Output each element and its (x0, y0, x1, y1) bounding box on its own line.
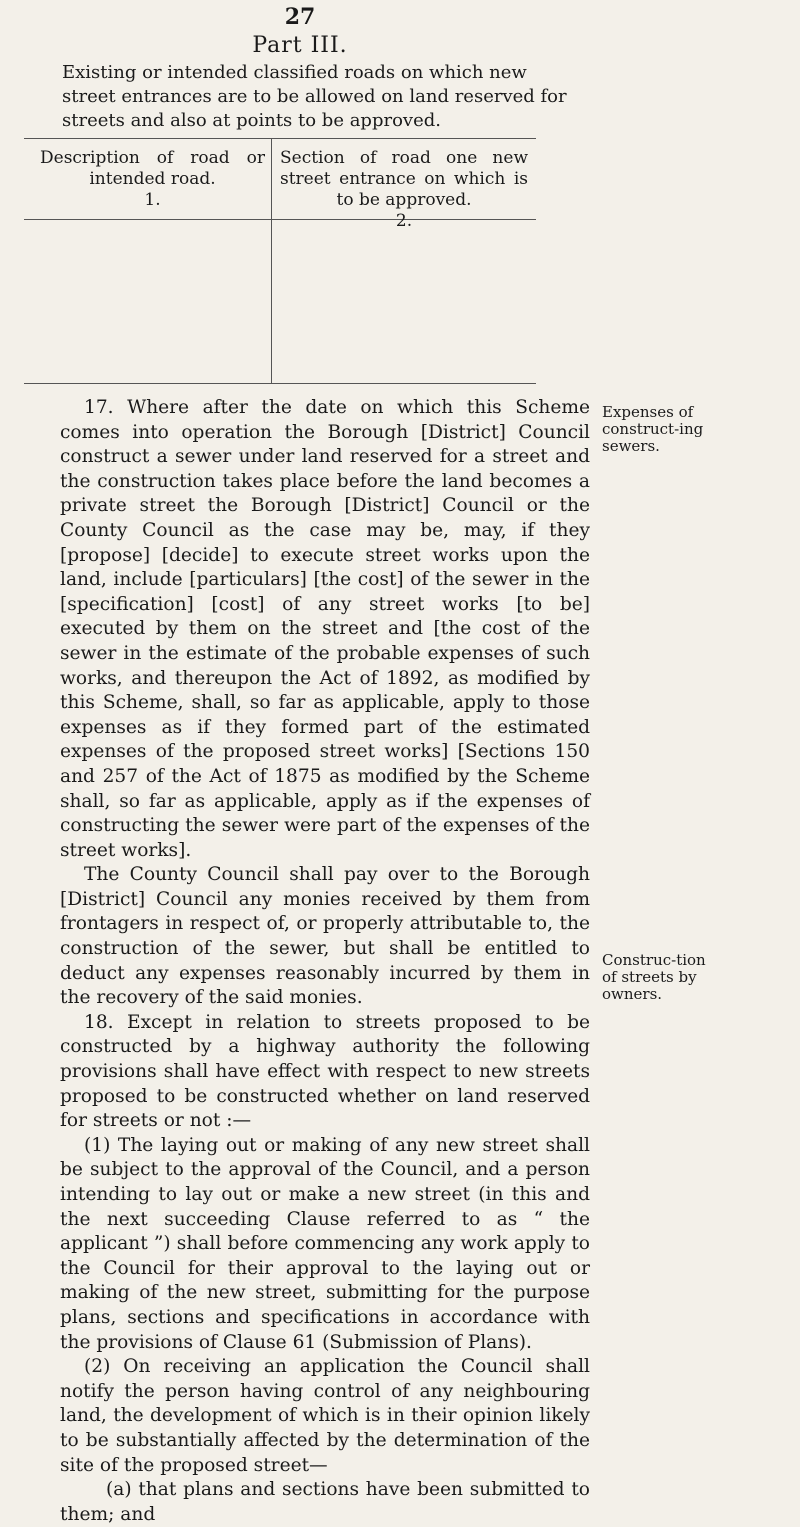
col1-header-text: Description of road or intended road. (40, 148, 265, 189)
table-column-divider (271, 138, 272, 383)
col2-header-text: Section of road one new street entrance on which is to be approved. (280, 148, 528, 210)
clause-18-subclause-2: (2) On receiving an application the Council shall notify the person having control of any neighbouring land, the development of which is in their opinion likely to be substantially affected by the determination of the site of the proposed street— (60, 1356, 590, 1476)
clause-17-paragraph: 17. Where after the date on which this Scheme comes into operation the Borough [District] Council construct a sewer under land reserved for a street and the construction takes place before the land becomes a private street the Borough [District] Council or the County Council as the case may be, may, if they [propose] [decide] to execute street works upon the land, include [particulars] [the cost] of the sewer in the [specification] [cost] of any street works [to be] executed by them on the street and [the cost of the sewer in the estimate of the probable expenses of such works, and thereupon the Act of 1892, as modified by this Scheme, shall, so far as applicable, apply to those expenses as if they formed part of the estimated expenses of the proposed street works] [Sections 150 and 257 of the Act of 1875 as modified by the Scheme shall, so far as applicable, apply as if the expenses of constructing the sewer were part of the expenses of the street works]. (60, 397, 590, 861)
page-number: 27 (284, 4, 316, 30)
body-text (60, 396, 590, 1527)
clause-18-paragraph: 18. Except in relation to streets proposed to be constructed by a highway authority the following provisions shall have effect with respect to new streets proposed to be constructed whether on land reserved for streets or not :— (60, 1011, 590, 1132)
part-heading: Part III. (252, 33, 348, 58)
table-header-col1 (40, 148, 265, 211)
col1-number: 1. (144, 190, 161, 210)
table-header-col2 (280, 148, 528, 232)
col2-number: 2. (395, 211, 413, 231)
table-bottom-rule (24, 383, 536, 384)
table-top-rule (24, 138, 536, 139)
margin-note-construction: Construc-tion of streets by owners. (602, 951, 706, 1003)
clause-17-county-paragraph: The County Council shall pay over to the Borough [District] Council any monies received by them from frontagers in respect of, or properly attributable to, the construction of the sewer, but shall be entitled to deduct any expenses reasonably incurred by them in the recovery of the said monies. (60, 864, 590, 1009)
clause-18-item-a: (a) that plans and sections have been submitted to them; and (60, 1479, 590, 1525)
margin-note-expenses: Expenses of construct-ing sewers. (602, 403, 704, 455)
clause-18-subclause-1: (1) The laying out or making of any new street shall be subject to the approval of the Council, and a person intending to lay out or make a new street (in this and the next succeeding Clause referred to as “ the applicant ”) shall before commencing any work apply to the Council for their approval to the laying out or making of the new street, submitting for the purpose plans, sections and specifications in accordance with the provisions of Clause 61 (Submission of Plans). (60, 1134, 590, 1353)
part-intro: Existing or intended classified roads on which new street entrances are to be allowed on land reserved for streets and also at points to be approved. (62, 62, 567, 131)
